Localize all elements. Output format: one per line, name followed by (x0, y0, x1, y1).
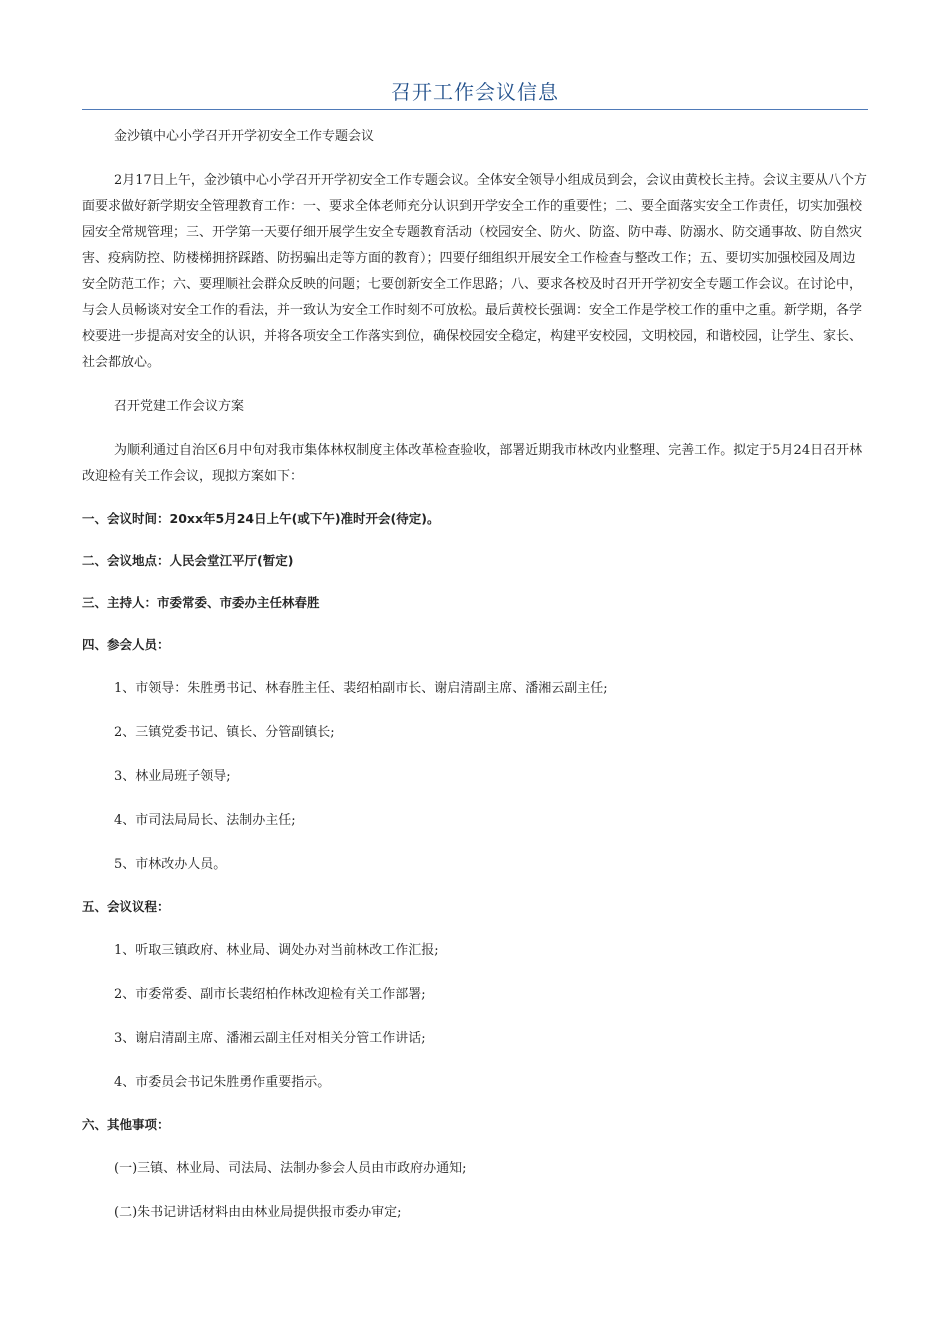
document-title: 召开工作会议信息 (82, 76, 868, 110)
list-item: 1、听取三镇政府、林业局、调处办对当前林改工作汇报; (114, 943, 439, 958)
list-item: 4、市委员会书记朱胜勇作重要指示。 (114, 1075, 331, 1090)
list-item: 2、三镇党委书记、镇长、分管副镇长; (114, 725, 335, 740)
section-other-matters: 六、其他事项： (82, 1117, 170, 1132)
list-item: 4、市司法局局长、法制办主任; (114, 813, 296, 828)
list-item: 5、市林改办人员。 (114, 857, 227, 872)
list-item: (一)三镇、林业局、司法局、法制办参会人员由市政府办通知; (114, 1161, 467, 1176)
section-meeting-place: 二、会议地点：人民会堂江平厅(暂定) (82, 553, 294, 568)
section-host: 三、主持人：市委常委、市委办主任林春胜 (82, 595, 320, 610)
subheading-school-meeting: 金沙镇中心小学召开开学初安全工作专题会议 (114, 129, 375, 144)
section-meeting-time: 一、会议时间：20xx年5月24日上午(或下午)准时开会(待定)。 (82, 511, 440, 526)
list-item: 1、市领导：朱胜勇书记、林春胜主任、裴绍柏副市长、谢启清副主席、潘湘云副主任; (114, 681, 608, 696)
subheading-party-meeting: 召开党建工作会议方案 (114, 399, 245, 414)
list-item: 3、谢启清副主席、潘湘云副主任对相关分管工作讲话; (114, 1031, 426, 1046)
section-agenda: 五、会议议程： (82, 899, 170, 914)
paragraph-school-meeting: 2月17日上午，金沙镇中心小学召开开学初安全工作专题会议。全体安全领导小组成员到会，会议由黄校长主持。会议主要从八个方面要求做好新学期安全管理教育工作：一、要求全体老师充分认识到开学安全工作的重要性；二、要全面落实安全工作责任，切实加强校园安全常规管理；三、开学第一天要仔细开展学生安全专题教育活动（校园安全、防火、防盗、防中毒、防溺水、防交通事故、防自然灾害、疫病防控、防楼梯拥挤踩踏、防拐骗出走等方面的教育）；四要仔细组织开展安全工作检查与整改工作；五、要切实加强校园及周边安全防范工作；六、要理顺社会群众反映的问题；七要创新安全工作思路；八、要求各校及时召开开学初安全专题工作会议。在讨论中，与会人员畅谈对安全工作的看法，并一致认为安全工作时刻不可放松。最后黄校长强调：安全工作是学校工作的重中之重。新学期，各学校要进一步提高对安全的认识，并将各项安全工作落实到位，确保校园安全稳定，构建平安校园，文明校园，和谐校园，让学生、家长、社会都放心。 (82, 173, 867, 370)
document-page (82, 76, 868, 1226)
list-item: (二)朱书记讲话材料由由林业局提供报市委办审定; (114, 1205, 402, 1220)
list-item: 2、市委常委、副市长裴绍柏作林改迎检有关工作部署; (114, 987, 426, 1002)
section-attendees: 四、参会人员： (82, 637, 170, 652)
paragraph-party-meeting: 为顺利通过自治区6月中旬对我市集体林权制度主体改革检查验收，部署近期我市林改内业整理、完善工作。拟定于5月24日召开林改迎检有关工作会议，现拟方案如下： (82, 443, 863, 484)
list-item: 3、林业局班子领导; (114, 769, 231, 784)
